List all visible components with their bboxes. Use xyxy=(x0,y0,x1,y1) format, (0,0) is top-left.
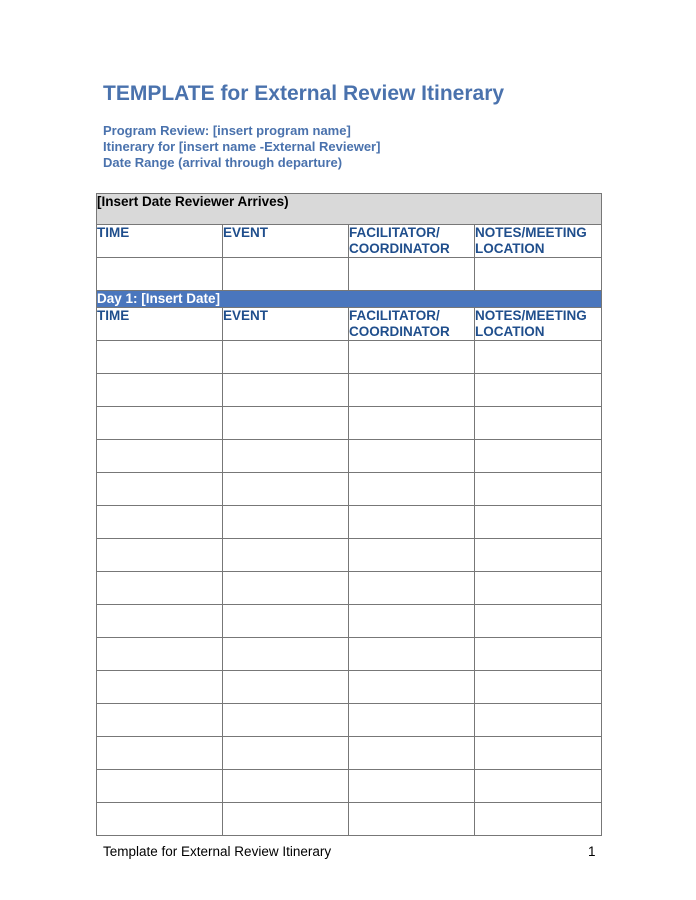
header-facilitator-line1: FACILITATOR/ xyxy=(349,308,440,323)
notes-cell[interactable] xyxy=(475,341,602,374)
day1-blank-row xyxy=(97,671,602,704)
header-notes xyxy=(475,308,602,341)
facilitator-cell[interactable] xyxy=(349,407,475,440)
header-time: TIME xyxy=(97,308,223,341)
facilitator-cell[interactable] xyxy=(349,737,475,770)
event-cell[interactable] xyxy=(223,341,349,374)
facilitator-cell[interactable] xyxy=(349,473,475,506)
event-cell[interactable] xyxy=(223,374,349,407)
facilitator-cell[interactable] xyxy=(349,803,475,836)
time-cell[interactable] xyxy=(97,572,223,605)
event-cell[interactable] xyxy=(223,407,349,440)
time-cell[interactable] xyxy=(97,473,223,506)
day1-blank-row xyxy=(97,341,602,374)
arrival-date-cell[interactable]: [Insert Date Reviewer Arrives) xyxy=(97,194,602,225)
program-review-line: Program Review: [insert program name] xyxy=(103,123,351,138)
notes-cell[interactable] xyxy=(475,572,602,605)
day1-blank-row xyxy=(97,572,602,605)
facilitator-cell[interactable] xyxy=(349,605,475,638)
footer-text: Template for External Review Itinerary xyxy=(103,844,332,859)
time-cell[interactable] xyxy=(97,638,223,671)
notes-cell[interactable] xyxy=(475,506,602,539)
time-cell[interactable] xyxy=(97,770,223,803)
day1-blank-row xyxy=(97,407,602,440)
event-cell[interactable] xyxy=(223,638,349,671)
header-notes-line1: NOTES/MEETING xyxy=(475,308,587,323)
header-notes xyxy=(475,225,602,258)
day1-blank-row xyxy=(97,737,602,770)
notes-cell[interactable] xyxy=(475,473,602,506)
event-cell[interactable] xyxy=(223,605,349,638)
facilitator-cell[interactable] xyxy=(349,572,475,605)
day1-blank-row xyxy=(97,605,602,638)
arrival-header-row xyxy=(97,225,602,258)
arrival-date-row xyxy=(97,194,602,225)
notes-cell[interactable] xyxy=(475,440,602,473)
time-cell[interactable] xyxy=(97,374,223,407)
day1-header-row xyxy=(97,308,602,341)
day1-band-row xyxy=(97,291,602,308)
day1-label-cell[interactable]: Day 1: [Insert Date] xyxy=(97,291,602,308)
itinerary-table xyxy=(96,193,602,836)
header-facilitator xyxy=(349,308,475,341)
time-cell[interactable] xyxy=(97,506,223,539)
notes-cell[interactable] xyxy=(475,605,602,638)
itinerary-for-line: Itinerary for [insert name -External Reviewer] xyxy=(103,139,381,154)
event-cell[interactable] xyxy=(223,258,349,291)
facilitator-cell[interactable] xyxy=(349,258,475,291)
notes-cell[interactable] xyxy=(475,737,602,770)
time-cell[interactable] xyxy=(97,737,223,770)
facilitator-cell[interactable] xyxy=(349,704,475,737)
day1-blank-row xyxy=(97,440,602,473)
notes-cell[interactable] xyxy=(475,374,602,407)
facilitator-cell[interactable] xyxy=(349,671,475,704)
day1-blank-row xyxy=(97,473,602,506)
header-facilitator-line2: COORDINATOR xyxy=(349,241,450,256)
facilitator-cell[interactable] xyxy=(349,770,475,803)
header-facilitator-line1: FACILITATOR/ xyxy=(349,225,440,240)
facilitator-cell[interactable] xyxy=(349,638,475,671)
facilitator-cell[interactable] xyxy=(349,506,475,539)
header-facilitator xyxy=(349,225,475,258)
header-notes-line2: LOCATION xyxy=(475,324,545,339)
event-cell[interactable] xyxy=(223,671,349,704)
page-number: 1 xyxy=(588,844,596,859)
event-cell[interactable] xyxy=(223,473,349,506)
day1-blank-row xyxy=(97,638,602,671)
notes-cell[interactable] xyxy=(475,407,602,440)
facilitator-cell[interactable] xyxy=(349,374,475,407)
header-event: EVENT xyxy=(223,225,349,258)
notes-cell[interactable] xyxy=(475,770,602,803)
time-cell[interactable] xyxy=(97,605,223,638)
event-cell[interactable] xyxy=(223,803,349,836)
time-cell[interactable] xyxy=(97,258,223,291)
notes-cell[interactable] xyxy=(475,704,602,737)
event-cell[interactable] xyxy=(223,440,349,473)
notes-cell[interactable] xyxy=(475,638,602,671)
header-time: TIME xyxy=(97,225,223,258)
header-event: EVENT xyxy=(223,308,349,341)
time-cell[interactable] xyxy=(97,341,223,374)
time-cell[interactable] xyxy=(97,704,223,737)
event-cell[interactable] xyxy=(223,506,349,539)
notes-cell[interactable] xyxy=(475,671,602,704)
notes-cell[interactable] xyxy=(475,258,602,291)
document-title: TEMPLATE for External Review Itinerary xyxy=(103,82,505,105)
day1-blank-row xyxy=(97,770,602,803)
time-cell[interactable] xyxy=(97,671,223,704)
time-cell[interactable] xyxy=(97,539,223,572)
facilitator-cell[interactable] xyxy=(349,539,475,572)
event-cell[interactable] xyxy=(223,572,349,605)
event-cell[interactable] xyxy=(223,539,349,572)
document-subtitles xyxy=(103,123,380,171)
event-cell[interactable] xyxy=(223,737,349,770)
facilitator-cell[interactable] xyxy=(349,440,475,473)
header-notes-line2: LOCATION xyxy=(475,241,545,256)
arrival-blank-row xyxy=(97,258,602,291)
day1-blank-row xyxy=(97,506,602,539)
day1-blank-row xyxy=(97,374,602,407)
notes-cell[interactable] xyxy=(475,803,602,836)
time-cell[interactable] xyxy=(97,407,223,440)
facilitator-cell[interactable] xyxy=(349,341,475,374)
event-cell[interactable] xyxy=(223,704,349,737)
time-cell[interactable] xyxy=(97,440,223,473)
day1-blank-row xyxy=(97,704,602,737)
date-range-line: Date Range (arrival through departure) xyxy=(103,155,343,170)
header-facilitator-line2: COORDINATOR xyxy=(349,324,450,339)
event-cell[interactable] xyxy=(223,770,349,803)
time-cell[interactable] xyxy=(97,803,223,836)
day1-blank-row xyxy=(97,539,602,572)
day1-blank-row xyxy=(97,803,602,836)
notes-cell[interactable] xyxy=(475,539,602,572)
header-notes-line1: NOTES/MEETING xyxy=(475,225,587,240)
